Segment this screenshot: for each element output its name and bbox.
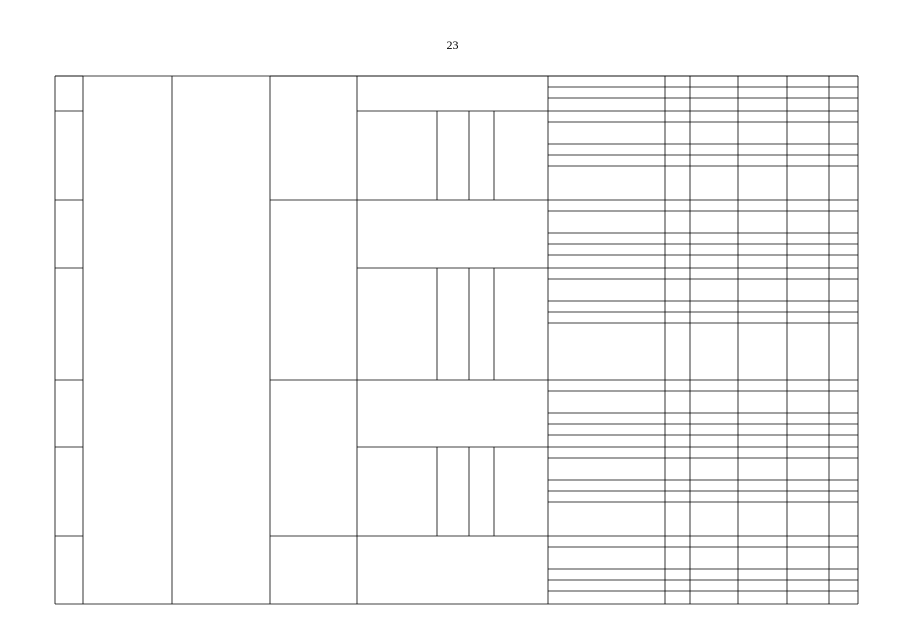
funding-value bbox=[690, 122, 738, 144]
period-dash bbox=[469, 447, 494, 536]
funding-value bbox=[738, 491, 787, 502]
funding-value bbox=[738, 155, 787, 166]
row-code bbox=[55, 200, 83, 268]
funding-value bbox=[665, 76, 690, 87]
funding-value bbox=[829, 536, 858, 547]
funding-value bbox=[738, 391, 787, 413]
funding-value bbox=[738, 591, 787, 604]
funding-value bbox=[787, 301, 829, 312]
funding-value bbox=[690, 391, 738, 413]
funding-value bbox=[787, 391, 829, 413]
funding-value bbox=[665, 391, 690, 413]
funding-value bbox=[829, 323, 858, 357]
funding-value bbox=[690, 591, 738, 604]
funding-value bbox=[690, 301, 738, 312]
funding-source-label bbox=[548, 312, 665, 323]
funding-value bbox=[665, 502, 690, 536]
funding-value bbox=[787, 244, 829, 255]
funding-source-label bbox=[548, 380, 665, 391]
funding-source-label bbox=[548, 155, 665, 166]
funding-source-label bbox=[548, 569, 665, 580]
funding-value bbox=[738, 480, 787, 491]
funding-value bbox=[690, 111, 738, 122]
funding-value bbox=[690, 200, 738, 211]
funding-value bbox=[690, 312, 738, 323]
funding-source-label bbox=[548, 76, 665, 87]
funding-value bbox=[738, 233, 787, 244]
funding-value bbox=[829, 255, 858, 268]
funding-value bbox=[829, 155, 858, 166]
funding-source-label bbox=[548, 458, 665, 480]
period-dash bbox=[494, 111, 548, 200]
funding-value bbox=[829, 491, 858, 502]
funding-value bbox=[787, 458, 829, 480]
funding-value bbox=[787, 144, 829, 155]
funding-value bbox=[829, 111, 858, 122]
funding-source-label bbox=[548, 244, 665, 255]
funding-value bbox=[665, 491, 690, 502]
funding-value bbox=[738, 255, 787, 268]
funding-value bbox=[738, 244, 787, 255]
funding-value bbox=[829, 547, 858, 569]
funding-value bbox=[829, 98, 858, 111]
result-description bbox=[357, 268, 437, 380]
funding-value bbox=[787, 413, 829, 424]
funding-value bbox=[690, 211, 738, 233]
funding-value bbox=[787, 166, 829, 200]
funding-value bbox=[738, 580, 787, 591]
funding-source-label bbox=[548, 447, 665, 458]
funding-value bbox=[829, 268, 858, 279]
funding-source-label bbox=[548, 480, 665, 491]
funding-value bbox=[665, 591, 690, 604]
funding-value bbox=[665, 480, 690, 491]
funding-value bbox=[738, 166, 787, 200]
funding-source-label bbox=[548, 98, 665, 111]
funding-value bbox=[787, 155, 829, 166]
funding-value bbox=[829, 380, 858, 391]
funding-value bbox=[829, 233, 858, 244]
funding-value bbox=[829, 447, 858, 458]
funding-value bbox=[829, 244, 858, 255]
funding-value bbox=[690, 268, 738, 279]
funding-value bbox=[738, 144, 787, 155]
period-dash bbox=[437, 111, 469, 200]
funding-value bbox=[787, 255, 829, 268]
funding-value bbox=[787, 268, 829, 279]
result-description bbox=[357, 76, 437, 111]
funding-value bbox=[738, 87, 787, 98]
funding-value bbox=[829, 413, 858, 424]
funding-source-label bbox=[548, 413, 665, 424]
funding-value bbox=[829, 424, 858, 435]
period-dash bbox=[469, 268, 494, 380]
event-description bbox=[270, 536, 357, 604]
funding-value bbox=[665, 413, 690, 424]
funding-value bbox=[690, 413, 738, 424]
funding-source-label bbox=[548, 111, 665, 122]
funding-value bbox=[787, 323, 829, 357]
funding-value bbox=[690, 255, 738, 268]
funding-value bbox=[690, 323, 738, 357]
result-description bbox=[357, 536, 437, 604]
funding-value bbox=[665, 98, 690, 111]
funding-value bbox=[787, 233, 829, 244]
funding-value bbox=[690, 458, 738, 480]
funding-value bbox=[738, 211, 787, 233]
funding-value bbox=[738, 569, 787, 580]
funding-value bbox=[665, 458, 690, 480]
funding-value bbox=[665, 580, 690, 591]
funding-value bbox=[665, 279, 690, 301]
funding-source-label bbox=[548, 391, 665, 413]
row-code bbox=[55, 380, 83, 447]
row-code bbox=[55, 268, 83, 380]
funding-value bbox=[829, 591, 858, 604]
funding-value bbox=[690, 380, 738, 391]
funding-value bbox=[665, 323, 690, 357]
funding-value bbox=[665, 144, 690, 155]
row-code bbox=[55, 111, 83, 200]
funding-value bbox=[787, 380, 829, 391]
funding-value bbox=[829, 122, 858, 144]
funding-value bbox=[738, 98, 787, 111]
funding-value bbox=[829, 279, 858, 301]
funding-value bbox=[738, 279, 787, 301]
funding-value bbox=[665, 255, 690, 268]
funding-value bbox=[829, 580, 858, 591]
funding-source-label bbox=[548, 87, 665, 98]
funding-value bbox=[738, 536, 787, 547]
funding-source-label bbox=[548, 200, 665, 211]
funding-value bbox=[829, 458, 858, 480]
funding-value bbox=[787, 312, 829, 323]
funding-source-label bbox=[548, 547, 665, 569]
page-number: 23 bbox=[446, 38, 459, 52]
funding-value bbox=[787, 211, 829, 233]
funding-value bbox=[690, 279, 738, 301]
funding-value bbox=[665, 166, 690, 200]
funding-value bbox=[829, 76, 858, 87]
funding-value bbox=[665, 87, 690, 98]
funding-value bbox=[665, 536, 690, 547]
funding-value bbox=[787, 111, 829, 122]
funding-value bbox=[690, 547, 738, 569]
funding-source-label bbox=[548, 491, 665, 502]
funding-value bbox=[738, 380, 787, 391]
funding-value bbox=[690, 87, 738, 98]
funding-value bbox=[829, 144, 858, 155]
funding-value bbox=[829, 480, 858, 491]
row-code bbox=[55, 536, 83, 604]
funding-value bbox=[829, 211, 858, 233]
period-dash bbox=[469, 111, 494, 200]
funding-value bbox=[665, 547, 690, 569]
funding-value bbox=[787, 76, 829, 87]
funding-value bbox=[690, 144, 738, 155]
funding-value bbox=[738, 200, 787, 211]
funding-value bbox=[738, 312, 787, 323]
period-dash bbox=[437, 268, 469, 380]
funding-value bbox=[738, 447, 787, 458]
row-code bbox=[55, 447, 83, 536]
funding-source-label bbox=[548, 122, 665, 144]
funding-value bbox=[690, 569, 738, 580]
funding-value bbox=[665, 122, 690, 144]
funding-value bbox=[690, 98, 738, 111]
funding-value bbox=[665, 380, 690, 391]
funding-value bbox=[738, 413, 787, 424]
funding-value bbox=[787, 491, 829, 502]
funding-value bbox=[690, 233, 738, 244]
result-description bbox=[357, 200, 437, 268]
funding-value bbox=[787, 98, 829, 111]
funding-value bbox=[787, 502, 829, 536]
funding-source-label bbox=[548, 166, 665, 200]
funding-source-label bbox=[548, 268, 665, 279]
funding-value bbox=[665, 211, 690, 233]
period-dash bbox=[437, 447, 469, 536]
funding-source-label bbox=[548, 255, 665, 268]
funding-value bbox=[829, 200, 858, 211]
funding-value bbox=[829, 87, 858, 98]
funding-value bbox=[787, 591, 829, 604]
funding-value bbox=[738, 458, 787, 480]
funding-value bbox=[690, 447, 738, 458]
funding-source-label bbox=[548, 502, 665, 536]
funding-value bbox=[738, 122, 787, 144]
funding-source-label bbox=[548, 233, 665, 244]
funding-source-label bbox=[548, 301, 665, 312]
funding-value bbox=[829, 569, 858, 580]
funding-value bbox=[665, 268, 690, 279]
funding-value bbox=[787, 87, 829, 98]
funding-value bbox=[787, 447, 829, 458]
funding-value bbox=[787, 122, 829, 144]
funding-value bbox=[665, 312, 690, 323]
funding-value bbox=[690, 244, 738, 255]
funding-value bbox=[738, 502, 787, 536]
funding-value bbox=[738, 76, 787, 87]
period-dash bbox=[494, 268, 548, 380]
funding-source-label bbox=[548, 580, 665, 591]
funding-value bbox=[787, 424, 829, 435]
funding-value bbox=[829, 166, 858, 200]
funding-source-label bbox=[548, 424, 665, 435]
funding-value bbox=[690, 536, 738, 547]
funding-value bbox=[738, 323, 787, 357]
funding-value bbox=[690, 166, 738, 200]
funding-source-label bbox=[548, 279, 665, 301]
funding-value bbox=[738, 268, 787, 279]
period-dash bbox=[494, 447, 548, 536]
funding-value bbox=[665, 301, 690, 312]
funding-value bbox=[665, 244, 690, 255]
funding-value bbox=[787, 580, 829, 591]
funding-source-label bbox=[548, 323, 665, 357]
funding-value bbox=[690, 76, 738, 87]
funding-value bbox=[829, 301, 858, 312]
funding-value bbox=[690, 491, 738, 502]
funding-value bbox=[829, 391, 858, 413]
event-description bbox=[270, 76, 357, 200]
event-description bbox=[270, 200, 357, 380]
funding-value bbox=[787, 480, 829, 491]
result-description bbox=[357, 380, 437, 447]
funding-source-label bbox=[548, 144, 665, 155]
funding-value bbox=[738, 301, 787, 312]
funding-value bbox=[690, 424, 738, 435]
funding-value bbox=[665, 111, 690, 122]
funding-value bbox=[665, 155, 690, 166]
funding-value bbox=[787, 547, 829, 569]
funding-value bbox=[690, 155, 738, 166]
funding-value bbox=[738, 547, 787, 569]
result-description bbox=[357, 111, 437, 200]
funding-value bbox=[738, 111, 787, 122]
funding-value bbox=[829, 502, 858, 536]
funding-value bbox=[787, 200, 829, 211]
funding-source-label bbox=[548, 211, 665, 233]
funding-value bbox=[665, 200, 690, 211]
funding-value bbox=[690, 480, 738, 491]
funding-value bbox=[787, 569, 829, 580]
funding-source-label bbox=[548, 591, 665, 604]
funding-value bbox=[690, 580, 738, 591]
funding-value bbox=[690, 502, 738, 536]
funding-value bbox=[829, 312, 858, 323]
result-description bbox=[357, 447, 437, 536]
event-description bbox=[270, 380, 357, 536]
funding-value bbox=[787, 536, 829, 547]
funding-value bbox=[665, 569, 690, 580]
funding-value bbox=[665, 447, 690, 458]
funding-value bbox=[665, 424, 690, 435]
funding-value bbox=[738, 424, 787, 435]
funding-value bbox=[787, 279, 829, 301]
funding-source-label bbox=[548, 536, 665, 547]
funding-value bbox=[665, 233, 690, 244]
